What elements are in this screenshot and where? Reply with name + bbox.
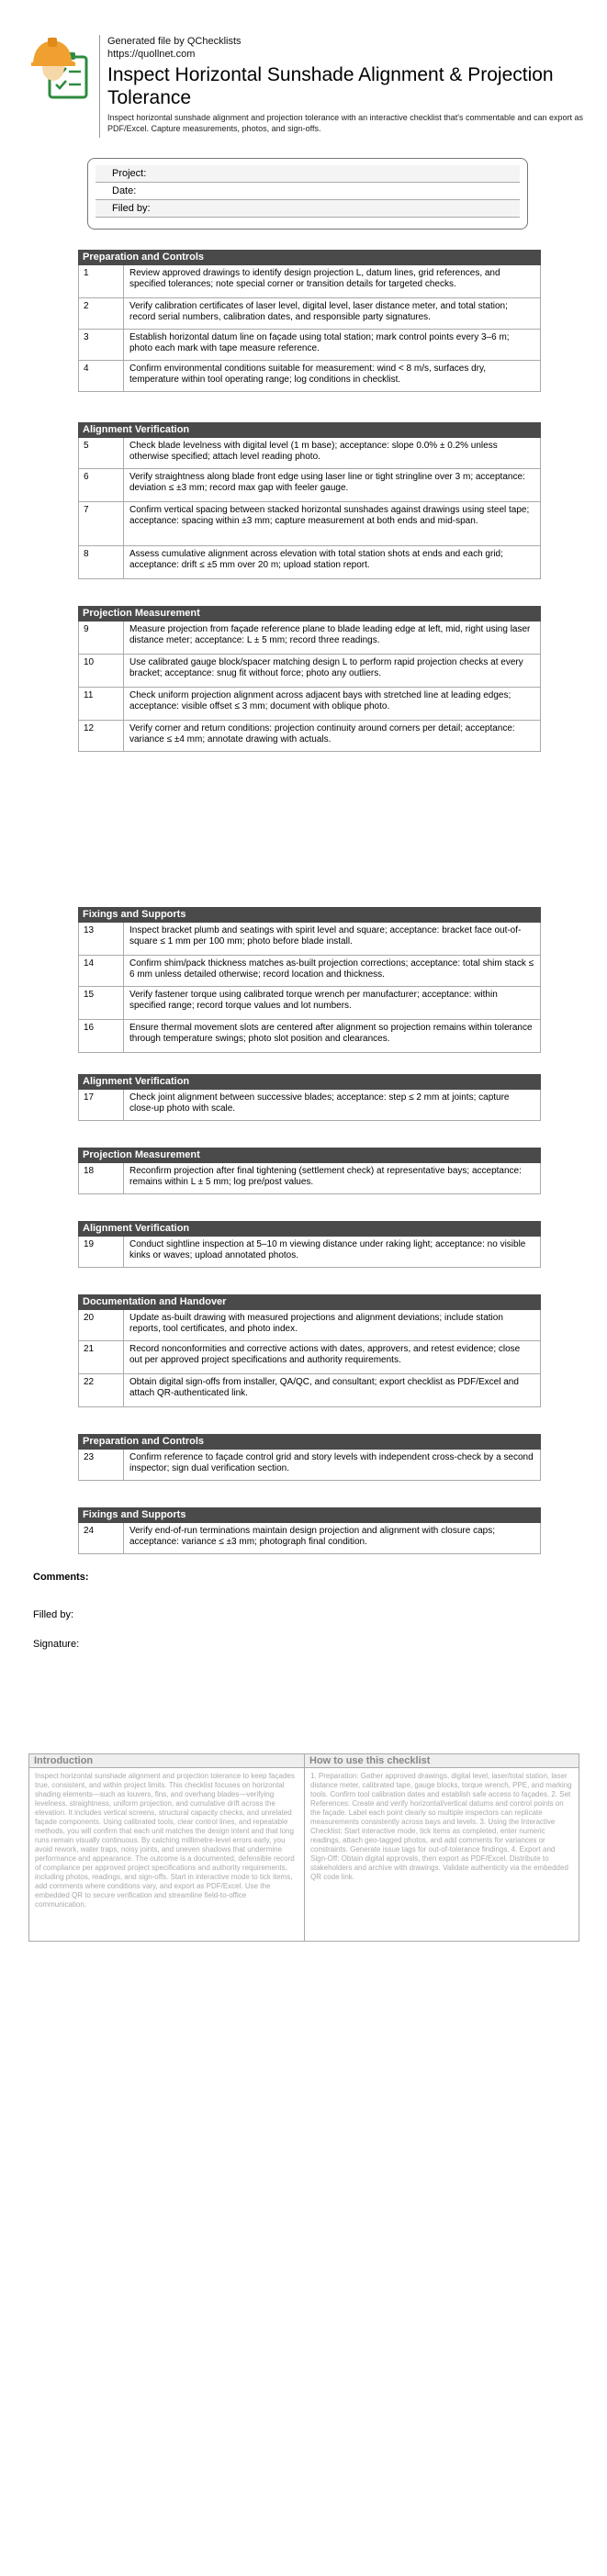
item-text: Review approved drawings to identify design projection L, datum lines, grid references, and specified tolerances; note special corner or transition details for targeted checks.: [129, 268, 500, 289]
section-header: Fixings and Supports: [78, 907, 541, 923]
checklist-item[interactable]: [78, 956, 541, 987]
document-description: Inspect horizontal sunshade alignment and projection tolerance with an interactive checklist that's commentable and can export as PDF/Excel. Capture measurements, photos, and sign-offs.: [107, 113, 584, 133]
item-number: 15: [79, 987, 124, 1019]
section-header: Preparation and Controls: [78, 250, 541, 265]
item-number: 23: [79, 1450, 124, 1480]
item-number: 10: [79, 655, 124, 687]
item-text: Reconfirm projection after final tightening (settlement check) at representative bays; acceptance: remains within L ± 5 mm; log pre/post values.: [129, 1166, 522, 1187]
item-number: 21: [79, 1341, 124, 1373]
checklist-item[interactable]: [78, 622, 541, 655]
checklist-item[interactable]: [78, 1020, 541, 1053]
section-header: Alignment Verification: [78, 1221, 541, 1237]
checklist-item[interactable]: [78, 1163, 541, 1194]
item-number: 13: [79, 923, 124, 955]
checklist-section: [78, 1434, 541, 1481]
item-number: 24: [79, 1523, 124, 1553]
introduction-heading: Introduction: [29, 1754, 304, 1768]
item-number: 11: [79, 688, 124, 720]
checklist-item[interactable]: [78, 469, 541, 502]
section-header: Alignment Verification: [78, 422, 541, 438]
item-number: 14: [79, 956, 124, 986]
checklist-item[interactable]: [78, 546, 541, 579]
filled-by-label: Filled by:: [33, 1609, 74, 1620]
document-title: Inspect Horizontal Sunshade Alignment & Projection Tolerance: [107, 64, 554, 108]
checklist-item[interactable]: [78, 1523, 541, 1554]
checklist-section: [78, 250, 541, 392]
item-text: Check blade levelness with digital level (1 m base); acceptance: slope 0.0% ± 0.2% unless otherwise specified; attach level reading photo.: [129, 441, 498, 462]
item-number: 9: [79, 622, 124, 654]
checklist-item[interactable]: [78, 298, 541, 330]
item-text: Confirm shim/pack thickness matches as-built projection corrections; acceptance: total shim stack ≤ 6 mm unless detailed otherwise; record location and thickness.: [129, 958, 534, 980]
item-text: Inspect bracket plumb and seatings with spirit level and square; acceptance: bracket face out-of-square ≤ 1 mm per 100 mm; photo before blade install.: [129, 925, 522, 946]
checklist-item[interactable]: [78, 361, 541, 392]
section-header: Alignment Verification: [78, 1074, 541, 1090]
signature-label: Signature:: [33, 1639, 80, 1650]
checklist-item[interactable]: [78, 688, 541, 721]
how-to-body: 1. Preparation: Gather approved drawings, digital level, laser/total station, laser distance meter, calibrated tape, gauge blocks, torque wrench, PPE, and marking tools. Confirm tool calibration dates and establish safe access to façades. 2. Set References: Create and verify horizontal/vertical datums and control points on the façade. Label each point clearly so multiple inspectors can replicate measurements consistently across bays and levels. 3. Using the Interactive Checklist: Start interactive mode, tick items as completed, enter numeric readings, attach geo-tagged photos, and add comments for variances or constraints. Generate issue tags for out-of-tolerance findings. 4. Export and Sign-Off: Obtain digital approvals, then export as PDF/Excel. Distribute to stakeholders and archive with drawings. Validate authenticity via the embedded QR code link.: [310, 1772, 572, 1881]
item-number: 6: [79, 469, 124, 501]
section-header: Fixings and Supports: [78, 1507, 541, 1523]
item-text: Verify end-of-run terminations maintain design projection and alignment with closure caps; acceptance: variance ≤ ±3 mm; photograph final condition.: [129, 1526, 495, 1547]
checklist-item[interactable]: [78, 655, 541, 688]
checklist-section: [78, 1294, 541, 1407]
project-field[interactable]: Project:: [96, 165, 520, 183]
item-text: Update as-built drawing with measured projections and alignment deviations; include station reports, tool certificates, and photo index.: [129, 1313, 503, 1334]
checklist-item[interactable]: [78, 987, 541, 1020]
checklist-item[interactable]: [78, 265, 541, 298]
item-number: 19: [79, 1237, 124, 1267]
section-header: Projection Measurement: [78, 1148, 541, 1163]
checklist-item[interactable]: [78, 330, 541, 361]
checklist-item[interactable]: [78, 438, 541, 469]
item-number: 20: [79, 1310, 124, 1340]
item-number: 8: [79, 546, 124, 578]
checklist-item[interactable]: [78, 1237, 541, 1268]
section-header: Documentation and Handover: [78, 1294, 541, 1310]
item-number: 3: [79, 330, 124, 360]
item-text: Obtain digital sign-offs from installer, QA/QC, and consultant; export checklist as PDF/Excel and attach QR-authenticated link.: [129, 1377, 519, 1398]
item-text: Verify fastener torque using calibrated torque wrench per manufacturer; acceptance: within specified range; record torque values and lot numbers.: [129, 990, 498, 1011]
item-number: 7: [79, 502, 124, 545]
item-number: 17: [79, 1090, 124, 1120]
item-text: Confirm vertical spacing between stacked horizontal sunshades against drawings using steel tape; acceptance: spacing within ±3 mm; capture measurement at both ends and mid-span.: [129, 505, 530, 526]
checklist-section: [78, 907, 541, 1053]
checklist-section: [78, 1074, 541, 1121]
item-text: Establish horizontal datum line on façade using total station; mark control points every 3–6 m; photo each mark with tape measure reference.: [129, 332, 510, 353]
item-text: Confirm environmental conditions suitable for measurement: wind < 8 m/s, surfaces dry, temperature within tool operating range; log conditions in checklist.: [129, 364, 487, 385]
info-panel: [28, 1753, 579, 1942]
checklist-section: [78, 1148, 541, 1194]
item-text: Assess cumulative alignment across elevation with total station shots at ends and each grid; acceptance: drift ≤ ±5 mm over 20 m; upload station report.: [129, 549, 503, 570]
checklist-item[interactable]: [78, 1341, 541, 1374]
item-text: Measure projection from façade reference plane to blade leading edge at left, mid, right using laser distance meter; acceptance: L ± 5 mm; record three readings.: [129, 624, 531, 645]
section-header: Preparation and Controls: [78, 1434, 541, 1450]
checklist-item[interactable]: [78, 502, 541, 546]
source-url-link[interactable]: https://quollnet.com: [107, 49, 196, 60]
project-info-box: [87, 158, 528, 230]
checklist-item[interactable]: [78, 923, 541, 956]
checklist-section: [78, 1507, 541, 1554]
hardhat-checklist-logo-icon: [29, 35, 96, 101]
item-text: Ensure thermal movement slots are centered after alignment so projection remains within tolerance through temperature swings; photo slot position and clearances.: [129, 1023, 533, 1044]
item-number: 12: [79, 721, 124, 751]
introduction-body: Inspect horizontal sunshade alignment and projection tolerance to keep façades true, consistent, and within project limits. This checklist focuses on horizontal shading elements—such as louvers, fins, and overhang blades—verifying levelness, straightness, uniform projection, and cumulative drift across the elevation. It includes vertical screens, structural capacity checks, and unrelated façade components. Using calibrated tools, clear control lines, and repeatable methods, you will confirm that each unit matches the design intent and that long runs remain visually continuous. By catching millimetre-level errors early, you avoid rework, water traps, noisy joints, and uneven shadows that undermine performance and appearance. The outcome is a documented, defensible record of compliance per approved project specifications and authority requirements, including photos, readings, and sign-offs. Start in interactive mode to tick items, add comments where conditions vary, and export as PDF/Excel. Use the embedded QR to secure verification and streamline field-to-office communication.: [35, 1772, 295, 1909]
item-number: 18: [79, 1163, 124, 1193]
item-text: Check joint alignment between successive blades; acceptance: step ≤ 2 mm at joints; capture close-up photo with scale.: [129, 1092, 510, 1114]
checklist-section: [78, 606, 541, 752]
section-header: Projection Measurement: [78, 606, 541, 622]
comments-label: Comments:: [33, 1572, 89, 1583]
item-text: Confirm reference to façade control grid and story levels with independent cross-check by a second inspector; sign dual verification section.: [129, 1452, 534, 1473]
checklist-section: [78, 1221, 541, 1268]
item-number: 4: [79, 361, 124, 391]
checklist-section: [78, 422, 541, 579]
item-number: 5: [79, 438, 124, 468]
header-divider: [99, 35, 100, 138]
document-header: [107, 35, 585, 134]
item-text: Use calibrated gauge block/spacer matching design L to perform rapid projection checks at every bracket; acceptance: snug fit without force; photo any outliers.: [129, 657, 523, 678]
checklist-item[interactable]: [78, 721, 541, 752]
item-number: 1: [79, 265, 124, 297]
item-text: Check uniform projection alignment across adjacent bays with stretched line at leading edges; acceptance: visible offset ≤ 3 mm; document with oblique photo.: [129, 690, 511, 711]
item-text: Verify straightness along blade front edge using laser line or tight stringline over 3 m; acceptance: deviation ≤ ±3 mm; record max gap with feeler gauge.: [129, 472, 525, 493]
how-to-heading: How to use this checklist: [305, 1754, 579, 1768]
introduction-column: [29, 1754, 304, 1941]
item-text: Verify calibration certificates of laser level, digital level, laser distance meter, and total station; record serial numbers, calibration dates, and responsible party signatures.: [129, 301, 508, 322]
how-to-column: [304, 1754, 579, 1941]
checklist-item[interactable]: [78, 1374, 541, 1407]
item-text: Record nonconformities and corrective actions with dates, approvers, and retest evidence; close out per approved project specifications and authority requirements.: [129, 1344, 521, 1365]
qchecklists-logo: [29, 35, 96, 101]
item-number: 2: [79, 298, 124, 329]
filled-by-field[interactable]: Filed by:: [96, 200, 520, 218]
item-text: Verify corner and return conditions: projection continuity around corners per detail; acceptance: variance ≤ ±4 mm; annotate drawing with actuals.: [129, 723, 515, 745]
item-number: 22: [79, 1374, 124, 1406]
checklist-item[interactable]: [78, 1090, 541, 1121]
checklist-item[interactable]: [78, 1310, 541, 1341]
date-field[interactable]: Date:: [96, 183, 520, 200]
item-number: 16: [79, 1020, 124, 1052]
generated-by-text: Generated file by QChecklists: [107, 36, 242, 47]
item-text: Conduct sightline inspection at 5–10 m viewing distance under raking light; acceptance: no visible kinks or waves; upload annotated photos.: [129, 1239, 526, 1260]
checklist-item[interactable]: [78, 1450, 541, 1481]
